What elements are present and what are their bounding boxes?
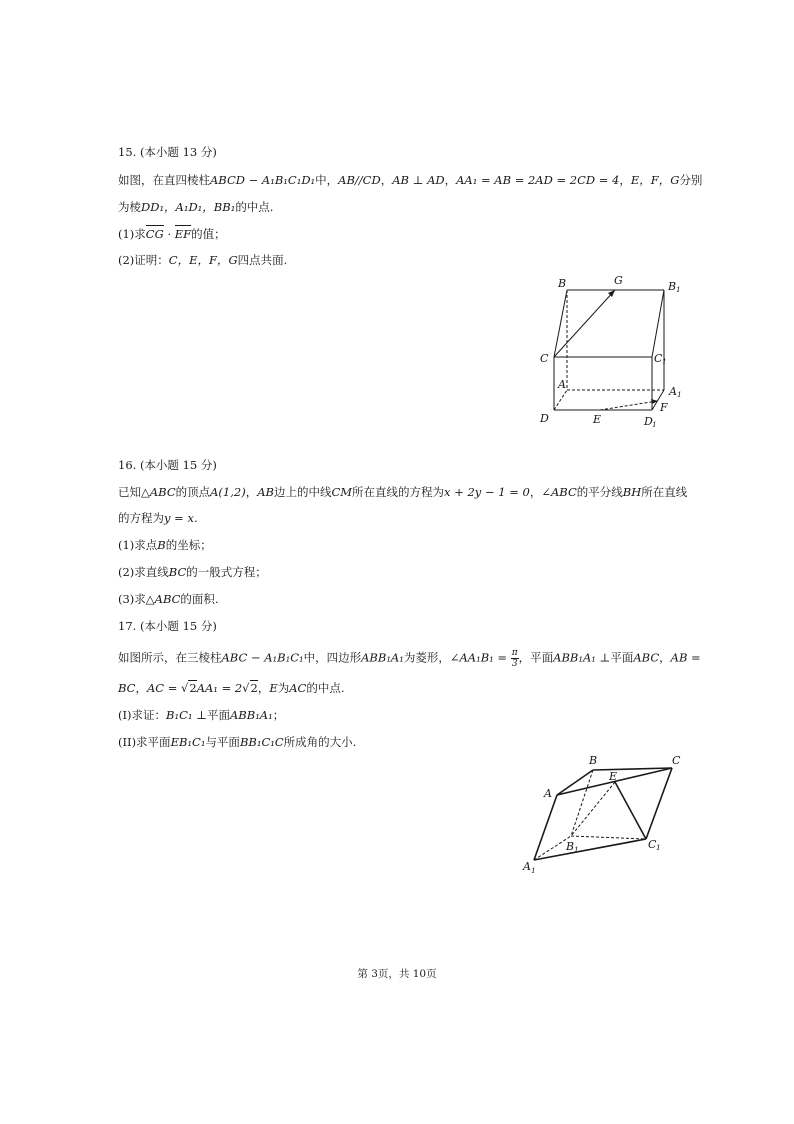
text: 所在直线 bbox=[641, 485, 688, 499]
text: 如图，在直四棱柱 bbox=[118, 173, 210, 187]
q15-header: 15. (本小题 13 分) bbox=[118, 145, 217, 159]
q17-header: 17. (本小题 15 分) bbox=[118, 619, 217, 633]
text: 与平面 bbox=[205, 735, 240, 749]
text: 已知△ bbox=[118, 485, 150, 499]
math: AB = bbox=[670, 650, 701, 665]
text: 如图所示，在三棱柱 bbox=[118, 650, 222, 665]
math: BC bbox=[168, 565, 187, 579]
math: ABC bbox=[149, 485, 176, 499]
math: B₁C₁ bbox=[166, 708, 193, 722]
text: 四点共面. bbox=[237, 253, 288, 267]
math-cond: AB ⊥ AD bbox=[392, 173, 445, 187]
math: B bbox=[157, 538, 166, 552]
text: ⊥平面 bbox=[192, 708, 230, 722]
math: BB₁C₁C bbox=[239, 735, 284, 749]
q15-part2 bbox=[118, 252, 287, 268]
text: 的一般式方程； bbox=[186, 565, 267, 579]
label-a: A bbox=[544, 787, 552, 800]
sqrt-2: √2 bbox=[181, 681, 197, 695]
text: · bbox=[163, 227, 175, 241]
label-b1: B bbox=[566, 840, 575, 853]
label-c1: C bbox=[654, 352, 663, 365]
text: ，∠ bbox=[529, 485, 551, 499]
text: 中，四边形 bbox=[303, 650, 362, 665]
math: ABB₁A₁ bbox=[361, 650, 404, 665]
text: ， bbox=[245, 485, 258, 499]
label-sub: 1 bbox=[656, 843, 661, 852]
q16-part1 bbox=[118, 537, 212, 553]
math: ABC − A₁B₁C₁ bbox=[221, 650, 304, 665]
label-e: E bbox=[609, 770, 618, 783]
text: ⊥平面 bbox=[595, 650, 634, 665]
q16-stem-line2 bbox=[118, 510, 198, 526]
label-d1: D bbox=[644, 415, 653, 428]
math: EB₁C₁ bbox=[170, 735, 206, 749]
text: 的方程为 bbox=[118, 511, 164, 525]
math: AA₁ = 2 bbox=[196, 681, 243, 695]
text: 边上的中线 bbox=[273, 485, 332, 499]
math: ABC bbox=[633, 650, 660, 665]
text: 的中点. bbox=[306, 681, 345, 695]
q15-part1 bbox=[118, 226, 226, 242]
math-points: E，F，G bbox=[630, 173, 680, 187]
math: A(1,2) bbox=[210, 485, 246, 499]
math-points: C，E，F，G bbox=[168, 253, 238, 267]
label-sub: 1 bbox=[652, 420, 657, 429]
math-cond: AB//CD bbox=[338, 173, 381, 187]
math: ABB₁A₁ bbox=[229, 708, 273, 722]
label-a: A bbox=[558, 378, 566, 391]
text: ， bbox=[659, 650, 671, 665]
q15-stem-line2 bbox=[118, 199, 273, 215]
label-d: D bbox=[540, 412, 549, 425]
text: 的中点. bbox=[235, 200, 274, 214]
text: 为菱形，∠ bbox=[403, 650, 460, 665]
label-c1: C bbox=[648, 838, 657, 851]
text: ； bbox=[272, 708, 285, 722]
text: ， bbox=[257, 681, 270, 695]
text: 为 bbox=[277, 681, 290, 695]
math: y = x bbox=[164, 511, 194, 525]
text: (2)证明： bbox=[118, 253, 169, 267]
sqrt-2: √2 bbox=[242, 681, 258, 695]
vector-cg: CG bbox=[145, 227, 164, 241]
label-c: C bbox=[672, 754, 681, 767]
text: (2)求直线 bbox=[118, 565, 169, 579]
label-b: B bbox=[558, 277, 567, 290]
math-edges: DD₁，A₁D₁，BB₁ bbox=[141, 200, 236, 214]
text: ，平面 bbox=[518, 650, 554, 665]
math-prism: ABCD − A₁B₁C₁D₁ bbox=[210, 173, 316, 187]
text: (1)求 bbox=[118, 227, 146, 241]
text: 所在直线的方程为 bbox=[352, 485, 445, 499]
math: AC = bbox=[146, 681, 182, 695]
label-e: E bbox=[593, 413, 602, 426]
label-sub: 1 bbox=[676, 285, 681, 294]
q17-stem-line1 bbox=[118, 648, 701, 669]
math: AB bbox=[257, 485, 274, 499]
math: AC bbox=[289, 681, 307, 695]
radicand: 2 bbox=[189, 681, 197, 695]
text: 的平分线 bbox=[576, 485, 623, 499]
text: (I)求证： bbox=[118, 708, 167, 722]
vector-ef: EF bbox=[174, 227, 192, 241]
q16-header: 16. (本小题 15 分) bbox=[118, 458, 217, 472]
text: (3)求△ bbox=[118, 592, 155, 606]
label-a1: A bbox=[523, 860, 531, 873]
math: x + 2y − 1 = 0 bbox=[444, 485, 530, 499]
text: . bbox=[193, 511, 198, 525]
label-sub: 1 bbox=[677, 390, 682, 399]
label-g: G bbox=[614, 274, 623, 287]
math-cond: AA₁ = AB = 2AD = 2CD = 4 bbox=[456, 173, 620, 187]
math: E bbox=[269, 681, 278, 695]
text: ， bbox=[619, 173, 631, 187]
text: 所成角的大小. bbox=[283, 735, 357, 749]
math: BC bbox=[118, 681, 136, 695]
text: 中， bbox=[315, 173, 339, 187]
math: ABC bbox=[154, 592, 181, 606]
denominator: 3 bbox=[511, 659, 518, 669]
label-sub: 1 bbox=[531, 866, 536, 875]
fraction-pi-over-3 bbox=[511, 648, 519, 669]
math: AA₁B₁ = bbox=[459, 650, 511, 665]
math: CM bbox=[331, 485, 353, 499]
text: (1)求点 bbox=[118, 538, 158, 552]
q17-part1 bbox=[118, 707, 284, 723]
text: 的坐标； bbox=[165, 538, 212, 552]
label-f: F bbox=[660, 401, 668, 414]
q16-stem-line1 bbox=[118, 484, 687, 500]
q17-part2 bbox=[118, 734, 356, 750]
text: 的面积. bbox=[180, 592, 219, 606]
text: 为棱 bbox=[118, 200, 141, 214]
q15-stem-line1 bbox=[118, 172, 702, 188]
q17-stem-line2 bbox=[118, 680, 345, 696]
label-c: C bbox=[540, 352, 549, 365]
math: ABC bbox=[550, 485, 577, 499]
text: ， bbox=[135, 681, 147, 695]
q16-part2 bbox=[118, 564, 267, 580]
label-a1: A bbox=[669, 385, 677, 398]
text: 的顶点 bbox=[175, 485, 211, 499]
label-sub: 1 bbox=[662, 357, 667, 366]
figure-triangular-prism bbox=[515, 750, 695, 880]
text: 分别 bbox=[679, 173, 703, 187]
q16-part3 bbox=[118, 591, 219, 607]
text: ， bbox=[380, 173, 393, 187]
text: (II)求平面 bbox=[118, 735, 171, 749]
label-sub: 1 bbox=[574, 845, 579, 854]
radicand: 2 bbox=[250, 681, 258, 695]
math: BH bbox=[622, 485, 642, 499]
page-footer: 第 3页，共 10页 bbox=[357, 968, 437, 980]
label-b1: B bbox=[668, 280, 677, 293]
label-b: B bbox=[589, 754, 598, 767]
text: 的值； bbox=[191, 227, 226, 241]
text: ， bbox=[444, 173, 457, 187]
figure-prism bbox=[530, 270, 690, 430]
math: ABB₁A₁ bbox=[553, 650, 596, 665]
numerator: π bbox=[511, 648, 518, 658]
